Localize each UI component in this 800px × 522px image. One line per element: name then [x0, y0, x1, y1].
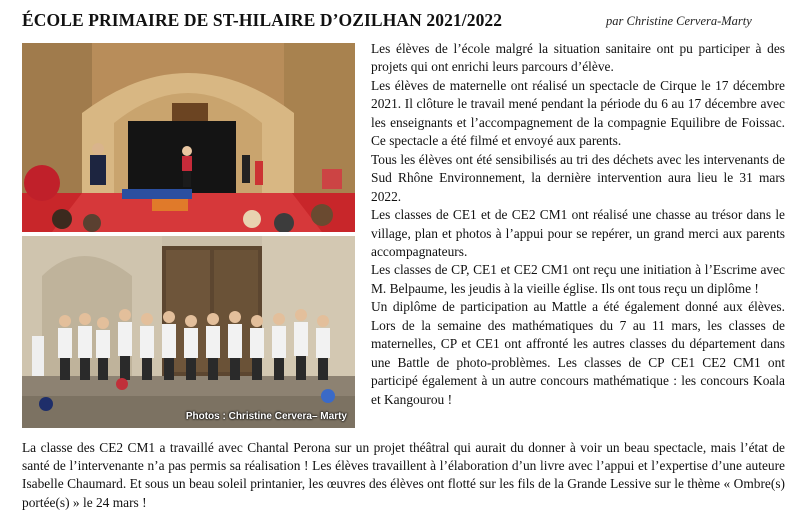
circus-performance-photo [22, 43, 355, 232]
article-paragraph: Les élèves de l’école malgré la situation sanitaire ont pu participer à des projets qui ont enrichi leurs parcours d’élève. [371, 41, 785, 75]
article-paragraph: Un diplôme de participation au Mattle a été également donné aux élèves. Lors de la semaine des mathématiques du 7 au 11 mars, les classes de maternelles, CP et CE1 ont affronté les autres classes du département dans une Battle de photo-problèmes. Les classes de CP CE1 CE2 CM1 ont participé également à un autre concours mathématique : les concours Koala et Kangourou ! [371, 299, 785, 407]
closing-text: La classe des CE2 CM1 a travaillé avec Chantal Perona sur un projet théâtral qui aurait du donner à voir un beau spectacle, mais l’état de santé de l’intervenante n’a pas permis sa réalisation ! Les élèves travaillent à l’élaboration d’un livre avec l’appui et l’expertise d’une auteure Isabelle Chaumard. Et sous un beau soleil printanier, les œuvres des élèves ont flotté sur les fils de la Grande Lessive sur le thème « Ombre(s) portée(s) » le 24 mars ! [22, 440, 785, 510]
article-paragraph: Les élèves de maternelle ont réalisé un spectacle de Cirque le 17 décembre 2021. Il clôture le travail mené pendant la période du 6 au 17 décembre avec les enseignants et l’accompagnement de la compagnie Equilibre de Foissac. Ce spectacle a été filmé et envoyé aux parents. [371, 77, 785, 149]
article-paragraph: Les classes de CP, CE1 et CE2 CM1 ont reçu une initiation à l’Escrime avec M. Belpaume, les jeudis à la vieille église. Ils ont tous reçu un diplôme ! [371, 262, 785, 296]
article-column [371, 40, 785, 409]
page-title: ÉCOLE PRIMAIRE DE ST-HILAIRE D’OZILHAN 2021/2022 [22, 10, 503, 30]
article-paragraph: Les classes de CE1 et de CE2 CM1 ont réalisé une chasse au trésor dans le village, plan et photos à l’appui pour se repérer, un grand merci aux parents accompagnateurs. [371, 207, 785, 259]
fencing-class-photo [22, 236, 355, 428]
photo-credit: Photos : Christine Cervera– Marty [185, 411, 347, 422]
closing-paragraph [22, 439, 785, 512]
article-paragraph: Tous les élèves ont été sensibilisés au tri des déchets avec les intervenants de Sud Rhône Environnement, la dernière intervention aura lieu le 31 mars 2022. [371, 151, 785, 204]
author-byline: par Christine Cervera-Marty [606, 14, 752, 28]
